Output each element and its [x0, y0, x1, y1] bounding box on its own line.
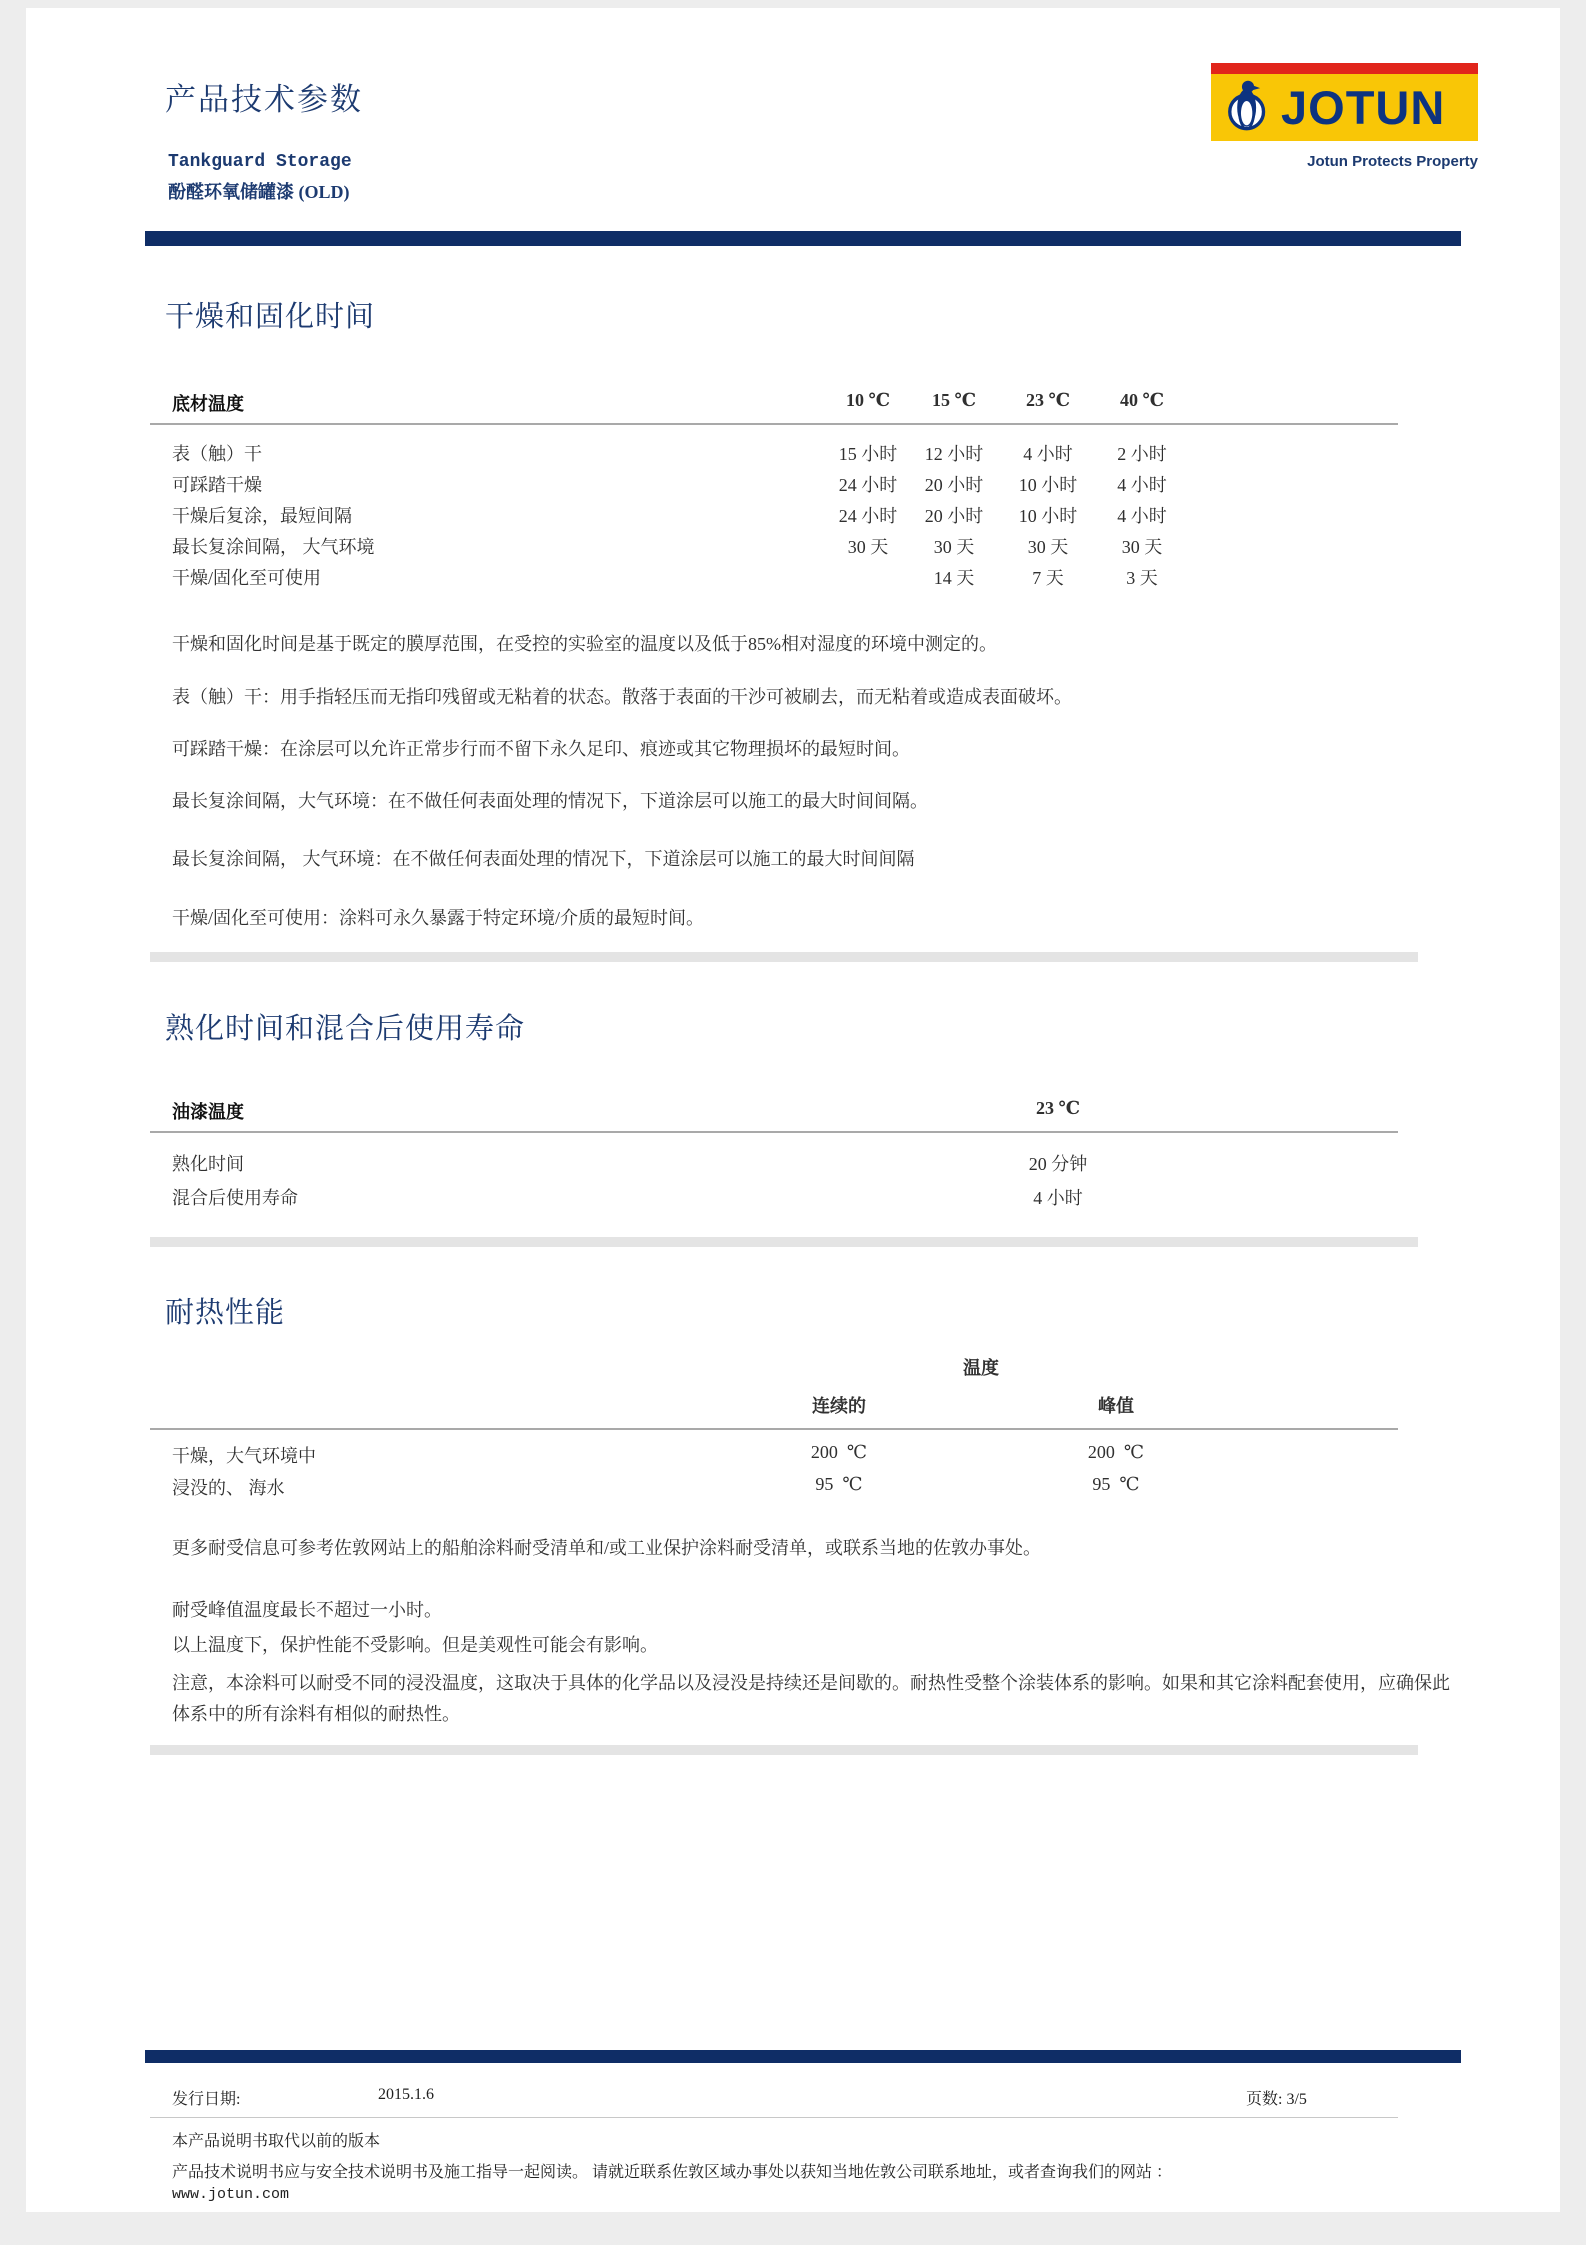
product-name: Tankguard Storage [168, 152, 352, 172]
table-row-label: 干燥后复涂，最短间隔 [172, 506, 352, 526]
table-cell: 200 ℃ [1087, 1442, 1145, 1462]
table-cell: 30 天 [847, 537, 889, 557]
table-cell: 12 小时 [924, 444, 984, 464]
drying-table-rule [150, 423, 1398, 425]
issue-date-value: 2015.1.6 [378, 2086, 434, 2103]
table-row-label: 可踩踏干燥 [172, 475, 262, 495]
jotun-logo [1211, 63, 1478, 141]
potlife-row-header: 油漆温度 [172, 1102, 244, 1122]
paragraph: 以上温度下，保护性能不受影响。但是美观性可能会有影响。 [172, 1635, 658, 1655]
logo-brand-text: JOTUN [1281, 80, 1446, 134]
paragraph: 注意，本涂料可以耐受不同的浸没温度，这取决于具体的化学品以及浸没是持续还是间歇的。耐热性受整个涂装体系的影响。如果和其它涂料配套使用，应确保此体系中的所有涂料有相似的耐热性。 [172, 1673, 1450, 1724]
table-cell: 4 小时 [1033, 1188, 1083, 1208]
penguin-globe-icon [1221, 78, 1275, 137]
paragraph: 更多耐受信息可参考佐敦网站上的船舶涂料耐受清单和/或工业保护涂料耐受清单，或联系当地的佐敦办事处。 [172, 1538, 1041, 1558]
table-row-label: 干燥，大气环境中 [172, 1446, 316, 1466]
table-cell: 200 ℃ [810, 1442, 868, 1462]
table-cell: 20 小时 [924, 506, 984, 526]
table-cell: 10 小时 [1018, 506, 1078, 526]
header-rule [145, 231, 1461, 246]
table-cell: 30 天 [933, 537, 975, 557]
drying-col-15c: 15 ℃ [931, 390, 977, 410]
section-title-potlife: 熟化时间和混合后使用寿命 [165, 1013, 526, 1045]
logo-red-stripe [1211, 63, 1478, 74]
page-title: 产品技术参数 [165, 82, 363, 117]
table-cell: 7 天 [1032, 568, 1064, 588]
table-row-label: 表（触）干 [172, 444, 262, 464]
table-cell: 30 天 [1121, 537, 1163, 557]
paragraph: 干燥/固化至可使用：涂料可永久暴露于特定环境/介质的最短时间。 [172, 908, 704, 928]
page-number: 页数: 3/5 [1246, 2091, 1307, 2108]
table-row-label: 最长复涂间隔， 大气环境 [172, 537, 375, 557]
heat-col-peak: 峰值 [1098, 1396, 1134, 1416]
table-cell: 95 ℃ [1092, 1474, 1140, 1494]
table-cell: 24 小时 [838, 475, 898, 495]
drying-table-row-header: 底材温度 [172, 394, 244, 414]
table-row-label: 混合后使用寿命 [172, 1188, 298, 1208]
table-cell: 20 小时 [924, 475, 984, 495]
paragraph: 干燥和固化时间是基于既定的膜厚范围，在受控的实验室的温度以及低于85%相对湿度的环境中测定的。 [172, 634, 997, 654]
drying-col-40c: 40 ℃ [1119, 390, 1165, 410]
table-cell: 10 小时 [1018, 475, 1078, 495]
page-frame [1560, 0, 1586, 2245]
paragraph: 最长复涂间隔， 大气环境：在不做任何表面处理的情况下，下道涂层可以施工的最大时间间隔 [172, 849, 915, 869]
paragraph: 耐受峰值温度最长不超过一小时。 [172, 1600, 442, 1620]
drying-col-23c: 23 ℃ [1025, 390, 1071, 410]
potlife-table-rule [150, 1131, 1398, 1133]
drying-col-10c: 10 ℃ [845, 390, 891, 410]
table-cell: 30 天 [1027, 537, 1069, 557]
table-cell: 3 天 [1126, 568, 1158, 588]
logo-tagline: Jotun Protects Property [1307, 153, 1478, 170]
table-cell: 95 ℃ [815, 1474, 863, 1494]
paragraph: 可踩踏干燥：在涂层可以允许正常步行而不留下永久足印、痕迹或其它物理损坏的最短时间。 [172, 739, 910, 759]
page-frame [0, 0, 26, 2245]
issue-date-label: 发行日期: [172, 2091, 241, 2108]
table-cell: 4 小时 [1117, 475, 1167, 495]
footer-thin-rule [150, 2117, 1398, 2118]
footer-note-supersedes: 本产品说明书取代以前的版本 [172, 2133, 381, 2150]
table-cell: 20 分钟 [1028, 1154, 1088, 1174]
footer-rule [145, 2050, 1461, 2063]
website-link: www.jotun.com [172, 2186, 290, 2203]
section-title-heat: 耐热性能 [165, 1297, 286, 1329]
table-row-label: 熟化时间 [172, 1154, 244, 1174]
table-cell: 4 小时 [1023, 444, 1073, 464]
table-row-label: 浸没的、 海水 [172, 1478, 285, 1498]
table-cell: 4 小时 [1117, 506, 1167, 526]
page-frame [0, 0, 1586, 8]
section-divider [150, 952, 1418, 962]
heat-col-continuous: 连续的 [812, 1396, 866, 1416]
table-cell: 24 小时 [838, 506, 898, 526]
product-subtitle: 酚醛环氧储罐漆 (OLD) [168, 182, 350, 202]
table-row-label: 干燥/固化至可使用 [172, 568, 322, 588]
potlife-col-23c: 23 ℃ [1035, 1098, 1081, 1118]
section-divider [150, 1745, 1418, 1755]
table-cell: 2 小时 [1117, 444, 1167, 464]
table-cell: 15 小时 [838, 444, 898, 464]
heat-table-rule [150, 1428, 1398, 1430]
section-title-drying: 干燥和固化时间 [165, 301, 376, 333]
table-cell: 14 天 [933, 568, 975, 588]
heat-group-header: 温度 [963, 1358, 999, 1378]
paragraph: 表（触）干：用手指轻压而无指印残留或无粘着的状态。散落于表面的干沙可被刷去，而无粘着或造成表面破坏。 [172, 687, 1072, 707]
section-divider [150, 1237, 1418, 1247]
footer-note-read-with: 产品技术说明书应与安全技术说明书及施工指导一起阅读。 请就近联系佐敦区域办事处以获知当地佐敦公司联系地址，或者查询我们的网站 ： [172, 2164, 1173, 2181]
paragraph: 最长复涂间隔，大气环境：在不做任何表面处理的情况下，下道涂层可以施工的最大时间间隔。 [172, 791, 928, 811]
page-frame [0, 2212, 1586, 2245]
